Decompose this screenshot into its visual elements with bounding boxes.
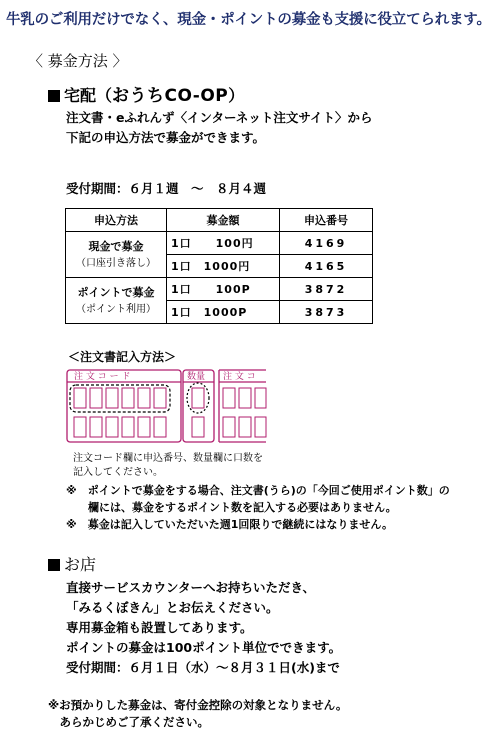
note-line-3: ※ 募金は記入していただいた週1回限りで継続にはなりません。 <box>66 518 394 531</box>
method-note: （口座引き落し） <box>76 257 156 269</box>
table-row <box>66 232 373 255</box>
footer-line-2: あらかじめご了承ください。 <box>48 715 209 729</box>
method-note: （ポイント利用） <box>76 303 156 315</box>
amount-cell: 1口 100P <box>167 278 280 301</box>
note-line-1: ※ ポイントで募金をする場合、注文書(うら)の「今回ご使用ポイント数」の <box>66 484 450 497</box>
delivery-line2: 下記の申込方法で募金ができます。 <box>66 130 266 145</box>
delivery-line1: 注文書・eふれんず〈インターネット注文サイト〉から <box>66 110 373 125</box>
form-label-code: 注 文 コ ー ド <box>74 372 131 382</box>
delivery-brand: おうちCO-OP <box>112 86 229 106</box>
section-title: 〈 募金方法 〉 <box>28 52 128 70</box>
form-label-qty: 数量 <box>187 372 206 382</box>
code-cell: 3872 <box>280 278 373 301</box>
amount-cell: 1口 1000P <box>167 301 280 324</box>
square-bullet-icon <box>48 90 60 102</box>
store-line-1: 直接サービスカウンターへお持ちいただき、 <box>66 580 316 595</box>
store-line-2: 「みるくぼきん」とお伝えください。 <box>66 600 279 615</box>
store-line-4: ポイントの募金は100ポイント単位でできます。 <box>66 640 342 655</box>
code-cell: 3873 <box>280 301 373 324</box>
table-row <box>66 278 373 301</box>
code-cell: 4169 <box>280 232 373 255</box>
table-header-row <box>66 209 373 232</box>
note-line-2: 欄には、募金をするポイント数を記入する必要はありません。 <box>66 501 397 514</box>
square-bullet-icon <box>48 559 60 571</box>
store-heading-label: お店 <box>64 555 97 574</box>
form-label-code-2: 注 文 コ <box>223 372 256 382</box>
delivery-heading-close: ） <box>228 86 245 105</box>
form-title: ＜注文書記入方法＞ <box>68 350 177 364</box>
store-line-5: 受付期間：６月１日（水）～８月３１日(水)まで <box>66 660 340 675</box>
delivery-heading-open: （ <box>96 86 113 105</box>
footer-line-1: ※お預かりした募金は、寄付金控除の対象となりません。 <box>48 698 348 712</box>
method-label: ポイントで募金 <box>77 285 155 299</box>
form-caption-2: 記入してください。 <box>73 467 163 478</box>
delivery-heading <box>48 81 244 106</box>
store-line-3: 専用募金箱も設置してあります。 <box>66 620 253 635</box>
order-form-illustration <box>66 367 270 445</box>
table-header: 申込方法 <box>66 209 167 232</box>
delivery-period: 受付期間：６月１週 ～ ８月４週 <box>66 181 267 196</box>
table-header: 申込番号 <box>280 209 373 232</box>
method-label: 現金で募金 <box>88 239 144 253</box>
delivery-heading-prefix: 宅配 <box>64 86 97 105</box>
amount-cell: 1口 100円 <box>167 232 280 255</box>
form-caption-1: 注文コード欄に申込番号、数量欄に口数を <box>73 453 263 464</box>
headline: 牛乳のご利用だけでなく、現金・ポイントの募金も支援に役立てられます。 <box>6 12 491 28</box>
table-header: 募金額 <box>167 209 280 232</box>
fund-table <box>65 208 373 324</box>
method-cell <box>66 232 167 278</box>
code-cell: 4165 <box>280 255 373 278</box>
store-heading <box>48 552 96 575</box>
method-cell <box>66 278 167 324</box>
amount-cell: 1口 1000円 <box>167 255 280 278</box>
